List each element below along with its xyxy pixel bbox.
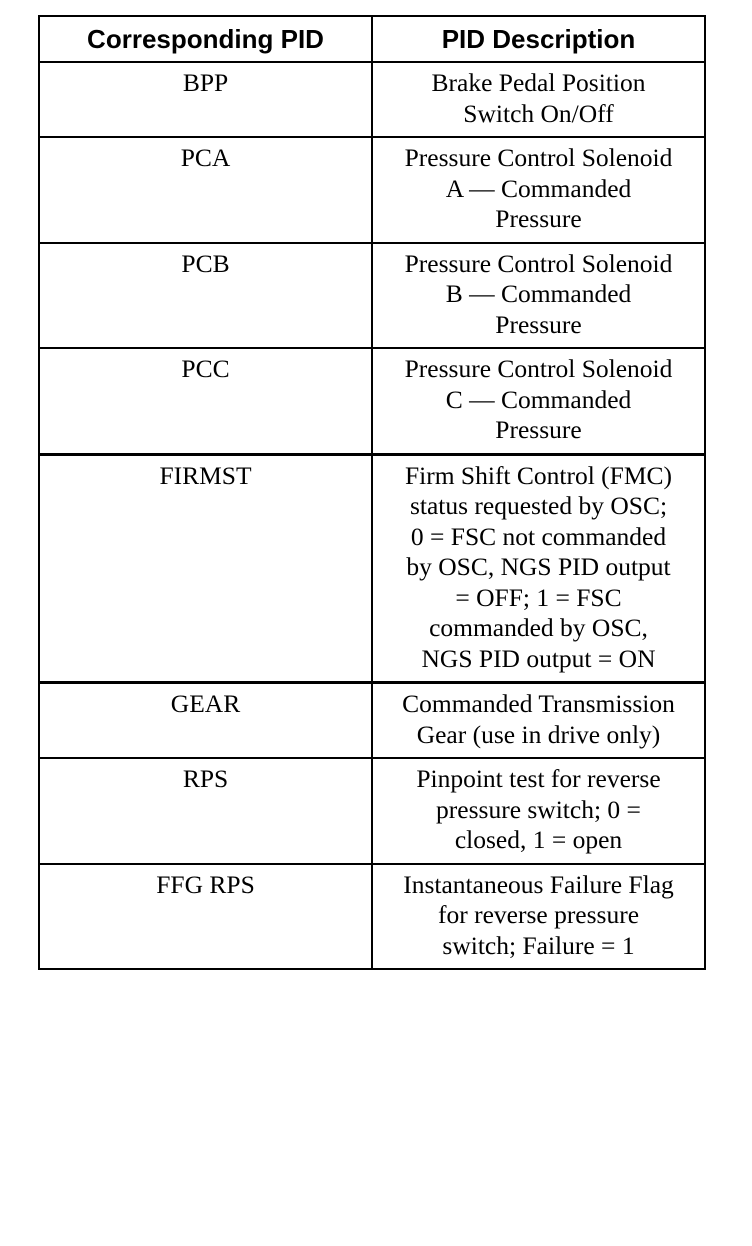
table-body (39, 62, 705, 969)
description-line: 0 = FSC not commanded (410, 521, 667, 551)
description-cell (372, 454, 705, 683)
description-line: Pressure (495, 204, 582, 233)
table-row (39, 62, 705, 137)
description-line: = OFF; 1 = FSC (455, 582, 622, 612)
pid-cell: BPP (39, 62, 372, 137)
table-row (39, 683, 705, 759)
pid-cell: RPS (39, 758, 372, 864)
table-row (39, 243, 705, 349)
header-row (39, 16, 705, 62)
description-line: Instantaneous Failure Flag (403, 869, 674, 899)
description-line: by OSC, NGS PID output (406, 552, 671, 581)
description-line: A — Commanded (445, 173, 632, 203)
description-cell (372, 137, 705, 243)
pid-cell: PCB (39, 243, 372, 349)
description-line: closed, 1 = open (454, 825, 623, 854)
pid-table (38, 15, 706, 970)
description-line: Pressure Control Solenoid (404, 248, 673, 278)
description-cell (372, 62, 705, 137)
description-line: Pressure (495, 415, 582, 444)
description-line: Firm Shift Control (FMC) (404, 460, 673, 490)
pid-cell: FIRMST (39, 454, 372, 683)
pid-cell: GEAR (39, 683, 372, 759)
table-row (39, 454, 705, 683)
description-cell (372, 683, 705, 759)
table-row (39, 864, 705, 970)
description-line: Commanded Transmission (402, 689, 675, 718)
pid-cell: PCA (39, 137, 372, 243)
description-line: pressure switch; 0 = (436, 794, 641, 824)
description-line: Pressure (495, 309, 582, 339)
description-line: switch; Failure = 1 (442, 930, 635, 960)
pid-cell: PCC (39, 348, 372, 454)
table-row (39, 758, 705, 864)
description-line: Pressure Control Solenoid (404, 143, 673, 172)
description-cell (372, 348, 705, 454)
description-cell (372, 243, 705, 349)
header-corresponding-pid: Corresponding PID (39, 16, 372, 62)
description-line: C — Commanded (445, 384, 632, 414)
description-line: Pressure Control Solenoid (404, 354, 673, 383)
description-line: Brake Pedal Position (431, 68, 646, 97)
table-row (39, 348, 705, 454)
description-line: status requested by OSC; (409, 491, 668, 520)
pid-cell: FFG RPS (39, 864, 372, 970)
description-line: Switch On/Off (463, 98, 614, 128)
description-line: commanded by OSC, (429, 613, 648, 642)
description-line: B — Commanded (445, 279, 632, 308)
description-cell (372, 864, 705, 970)
header-pid-description: PID Description (372, 16, 705, 62)
description-cell (372, 758, 705, 864)
description-line: NGS PID output = ON (421, 643, 656, 673)
description-line: Gear (use in drive only) (416, 719, 661, 749)
description-line: Pinpoint test for reverse (416, 764, 661, 793)
table-row (39, 137, 705, 243)
description-line: for reverse pressure (437, 900, 640, 929)
